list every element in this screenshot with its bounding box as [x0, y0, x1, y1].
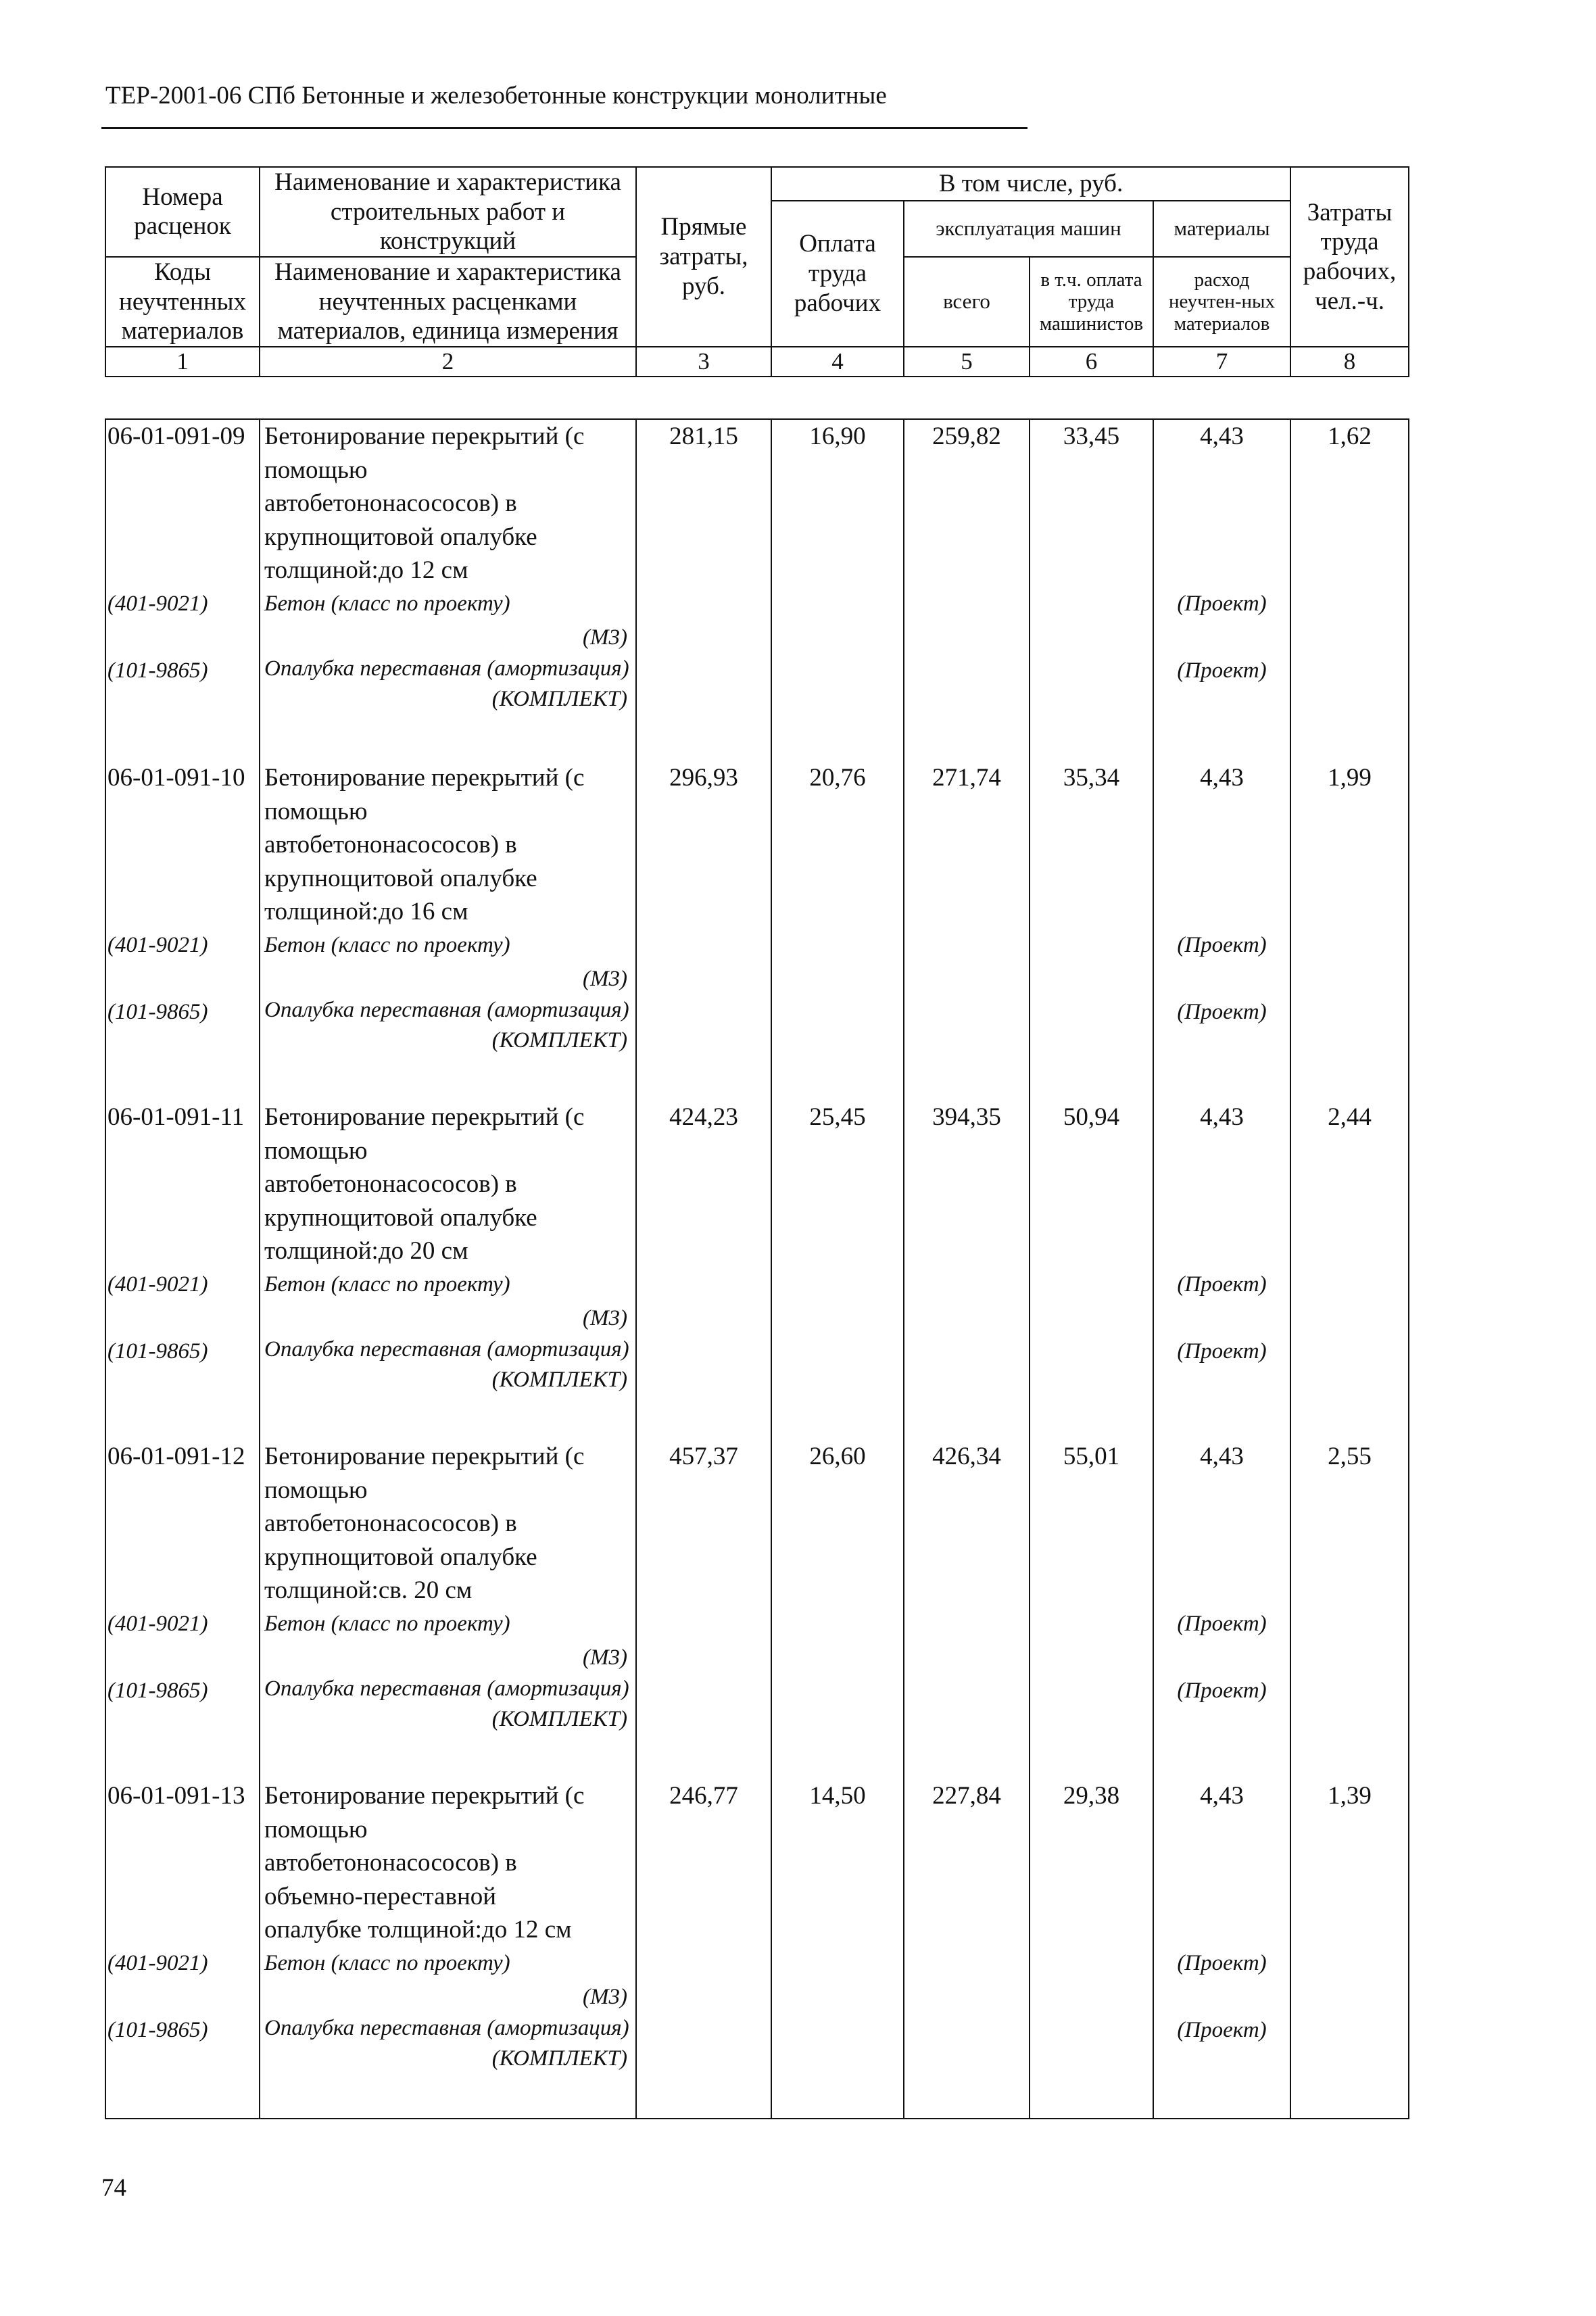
- formwork-project-note: (Проект): [1177, 2018, 1267, 2043]
- concrete-name: Бетон (класс по проекту): [264, 1272, 510, 1297]
- formwork-unit: (КОМПЛЕКТ): [491, 2046, 627, 2071]
- machines-total: 426,34: [932, 1443, 1001, 1470]
- work-name-line: толщиной:до 16 см: [264, 898, 468, 926]
- materials-cost: 4,43: [1200, 1103, 1244, 1131]
- work-name-line: опалубке толщиной:до 12 см: [264, 1916, 572, 1944]
- work-name-line: Бетонирование перекрытий (с: [264, 764, 585, 792]
- header-including-group: В том числе, руб.: [771, 167, 1290, 201]
- materials-cost: 4,43: [1200, 1782, 1244, 1810]
- formwork-code: (101-9865): [107, 1000, 208, 1025]
- direct-costs: 457,37: [669, 1443, 738, 1470]
- concrete-name: Бетон (класс по проекту): [264, 591, 510, 616]
- direct-costs-cell: [636, 1779, 771, 2119]
- machinist-pay-cell: [1030, 1779, 1153, 2119]
- header-rate-numbers: Номера расценок: [105, 167, 260, 257]
- machinist-pay-cell: [1030, 1101, 1153, 1440]
- work-name-line: толщиной:до 12 см: [264, 556, 468, 585]
- column-number-7: 7: [1153, 347, 1290, 377]
- labor-hours-cell: [1290, 1440, 1409, 1779]
- materials-cost-cell: [1153, 1101, 1290, 1440]
- header-labor-hours: Затраты труда рабочих, чел.-ч.: [1290, 167, 1409, 347]
- machines-total: 271,74: [932, 764, 1001, 792]
- direct-costs-cell: [636, 761, 771, 1101]
- formwork-project-note: (Проект): [1177, 1679, 1267, 1704]
- rates-table: [105, 418, 1409, 2119]
- materials-cost-cell: [1153, 1779, 1290, 2119]
- worker-pay: 26,60: [809, 1443, 866, 1470]
- worker-pay: 25,45: [809, 1103, 866, 1131]
- work-name-line: помощью: [264, 456, 368, 484]
- header-machine-operation: эксплуатация машин: [904, 201, 1153, 257]
- table-row: [105, 419, 1409, 761]
- rate-code-cell: [105, 761, 260, 1101]
- machines-total: 259,82: [932, 423, 1001, 450]
- worker-pay-cell: [771, 419, 904, 761]
- direct-costs: 281,15: [669, 423, 738, 450]
- formwork-code: (101-9865): [107, 658, 208, 683]
- worker-pay: 14,50: [809, 1782, 866, 1810]
- work-name-line: помощью: [264, 797, 368, 825]
- machines-total: 394,35: [932, 1103, 1001, 1131]
- table-row: [105, 1779, 1409, 2119]
- concrete-unit: (М3): [583, 1305, 627, 1330]
- rate-code: 06-01-091-11: [107, 1103, 245, 1131]
- worker-pay-cell: [771, 761, 904, 1101]
- rate-code: 06-01-091-09: [107, 423, 245, 450]
- work-description-cell: [260, 1779, 636, 2119]
- worker-pay: 20,76: [809, 764, 866, 792]
- concrete-project-note: (Проект): [1177, 1950, 1267, 1975]
- rate-code-cell: [105, 1101, 260, 1440]
- column-number-4: 4: [771, 347, 904, 377]
- direct-costs-cell: [636, 1440, 771, 1779]
- work-description-cell: [260, 1101, 636, 1440]
- concrete-unit: (М3): [583, 966, 627, 991]
- work-description-cell: [260, 419, 636, 761]
- work-name-line: крупнощитовой опалубке: [264, 864, 537, 892]
- table-row: [105, 1440, 1409, 1779]
- rate-code-cell: [105, 1779, 260, 2119]
- column-number-5: 5: [904, 347, 1030, 377]
- work-name-line: автобетононасососов) в: [264, 1849, 517, 1877]
- page-number: 74: [101, 2174, 126, 2202]
- work-description-cell: [260, 761, 636, 1101]
- page-title: ТЕР-2001-06 СПб Бетонные и железобетонные конструкции монолитные: [105, 82, 887, 110]
- materials-cost-cell: [1153, 1440, 1290, 1779]
- header-materials: материалы: [1153, 201, 1290, 257]
- work-name-line: крупнощитовой опалубке: [264, 1203, 537, 1232]
- work-name-line: крупнощитовой опалубке: [264, 1543, 537, 1571]
- concrete-unit: (М3): [583, 1645, 627, 1670]
- formwork-code: (101-9865): [107, 2018, 208, 2043]
- work-name-line: помощью: [264, 1815, 368, 1843]
- title-rule: [101, 127, 1027, 129]
- rate-code: 06-01-091-10: [107, 764, 245, 792]
- rate-code-cell: [105, 419, 260, 761]
- machines-total-cell: [904, 1440, 1030, 1779]
- labor-hours: 1,39: [1328, 1782, 1372, 1810]
- machinist-pay: 29,38: [1063, 1782, 1120, 1810]
- machines-total: 227,84: [932, 1782, 1001, 1810]
- machinist-pay: 50,94: [1063, 1103, 1120, 1131]
- formwork-project-note: (Проект): [1177, 658, 1267, 683]
- machinist-pay-cell: [1030, 761, 1153, 1101]
- labor-hours-cell: [1290, 761, 1409, 1101]
- direct-costs: 296,93: [669, 764, 738, 792]
- work-name-line: Бетонирование перекрытий (с: [264, 1443, 585, 1470]
- concrete-code: (401-9021): [107, 591, 208, 616]
- work-name-line: Бетонирование перекрытий (с: [264, 1782, 585, 1810]
- work-name-line: толщиной:св. 20 см: [264, 1576, 473, 1605]
- column-number-8: 8: [1290, 347, 1409, 377]
- machines-total-cell: [904, 761, 1030, 1101]
- materials-cost: 4,43: [1200, 764, 1244, 792]
- labor-hours-cell: [1290, 419, 1409, 761]
- column-number-2: 2: [260, 347, 636, 377]
- direct-costs-cell: [636, 1101, 771, 1440]
- work-name-line: автобетононасососов) в: [264, 831, 517, 859]
- column-number-1: 1: [105, 347, 260, 377]
- header-material-codes: Коды неучтенных материалов: [105, 257, 260, 347]
- formwork-code: (101-9865): [107, 1339, 208, 1364]
- concrete-code: (401-9021): [107, 932, 208, 957]
- work-name-line: помощью: [264, 1136, 368, 1165]
- machinist-pay-cell: [1030, 419, 1153, 761]
- formwork-unit: (КОМПЛЕКТ): [491, 1028, 627, 1053]
- labor-hours: 2,44: [1328, 1103, 1372, 1131]
- labor-hours: 1,99: [1328, 764, 1372, 792]
- labor-hours: 1,62: [1328, 423, 1372, 450]
- formwork-project-note: (Проект): [1177, 1339, 1267, 1364]
- formwork-name: Опалубка переставная (амортизация): [264, 1337, 629, 1362]
- concrete-project-note: (Проект): [1177, 1272, 1267, 1297]
- concrete-name: Бетон (класс по проекту): [264, 932, 510, 957]
- header-direct-costs: Прямые затраты, руб.: [636, 167, 771, 347]
- work-name-line: Бетонирование перекрытий (с: [264, 1103, 585, 1131]
- work-name-line: Бетонирование перекрытий (с: [264, 423, 585, 450]
- column-number-6: 6: [1030, 347, 1153, 377]
- direct-costs: 246,77: [669, 1782, 738, 1810]
- machinist-pay: 35,34: [1063, 764, 1120, 792]
- concrete-project-note: (Проект): [1177, 591, 1267, 616]
- machines-total-cell: [904, 1779, 1030, 2119]
- concrete-code: (401-9021): [107, 1611, 208, 1636]
- concrete-code: (401-9021): [107, 1272, 208, 1297]
- formwork-name: Опалубка переставная (амортизация): [264, 1676, 629, 1702]
- work-name-line: объемно-переставной: [264, 1882, 497, 1910]
- concrete-name: Бетон (класс по проекту): [264, 1950, 510, 1975]
- work-name-line: автобетононасососов) в: [264, 1510, 517, 1538]
- materials-cost: 4,43: [1200, 1443, 1244, 1470]
- concrete-code: (401-9021): [107, 1950, 208, 1975]
- labor-hours: 2,55: [1328, 1443, 1372, 1470]
- machines-total-cell: [904, 1101, 1030, 1440]
- header-machines-total: всего: [904, 257, 1030, 347]
- worker-pay: 16,90: [809, 423, 866, 450]
- machinist-pay: 55,01: [1063, 1443, 1120, 1470]
- header-worker-pay: Оплата труда рабочих: [771, 201, 904, 347]
- work-name-line: толщиной:до 20 см: [264, 1237, 468, 1265]
- header-work-name: Наименование и характеристика строительных работ и конструкций: [260, 167, 636, 257]
- table-header: [105, 166, 1409, 377]
- machinist-pay: 33,45: [1063, 423, 1120, 450]
- formwork-unit: (КОМПЛЕКТ): [491, 1707, 627, 1732]
- header-material-names: Наименование и характеристика неучтенных расценками материалов, единица измерения: [260, 257, 636, 347]
- concrete-name: Бетон (класс по проекту): [264, 1611, 510, 1636]
- direct-costs: 424,23: [669, 1103, 738, 1131]
- machines-total-cell: [904, 419, 1030, 761]
- materials-cost-cell: [1153, 761, 1290, 1101]
- table-row: [105, 761, 1409, 1101]
- rate-code: 06-01-091-12: [107, 1443, 245, 1470]
- work-name-line: крупнощитовой опалубке: [264, 523, 537, 551]
- formwork-unit: (КОМПЛЕКТ): [491, 1368, 627, 1393]
- formwork-unit: (КОМПЛЕКТ): [491, 687, 627, 712]
- header-unaccounted-materials: расход неучтен-ных материалов: [1153, 257, 1290, 347]
- work-name-line: автобетононасососов) в: [264, 489, 517, 518]
- formwork-name: Опалубка переставная (амортизация): [264, 2016, 629, 2041]
- work-name-line: автобетононасососов) в: [264, 1170, 517, 1199]
- column-number-3: 3: [636, 347, 771, 377]
- formwork-code: (101-9865): [107, 1679, 208, 1704]
- worker-pay-cell: [771, 1779, 904, 2119]
- concrete-unit: (М3): [583, 1984, 627, 2009]
- concrete-unit: (М3): [583, 625, 627, 650]
- materials-cost-cell: [1153, 419, 1290, 761]
- concrete-project-note: (Проект): [1177, 932, 1267, 957]
- rate-code-cell: [105, 1440, 260, 1779]
- rate-code: 06-01-091-13: [107, 1782, 245, 1810]
- header-machinist-pay: в т.ч. оплата труда машинистов: [1030, 257, 1153, 347]
- work-name-line: помощью: [264, 1476, 368, 1504]
- formwork-project-note: (Проект): [1177, 1000, 1267, 1025]
- concrete-project-note: (Проект): [1177, 1611, 1267, 1636]
- materials-cost: 4,43: [1200, 423, 1244, 450]
- direct-costs-cell: [636, 419, 771, 761]
- formwork-name: Опалубка переставная (амортизация): [264, 998, 629, 1023]
- worker-pay-cell: [771, 1101, 904, 1440]
- work-description-cell: [260, 1440, 636, 1779]
- labor-hours-cell: [1290, 1779, 1409, 2119]
- machinist-pay-cell: [1030, 1440, 1153, 1779]
- table-row: [105, 1101, 1409, 1440]
- worker-pay-cell: [771, 1440, 904, 1779]
- formwork-name: Опалубка переставная (амортизация): [264, 656, 629, 681]
- labor-hours-cell: [1290, 1101, 1409, 1440]
